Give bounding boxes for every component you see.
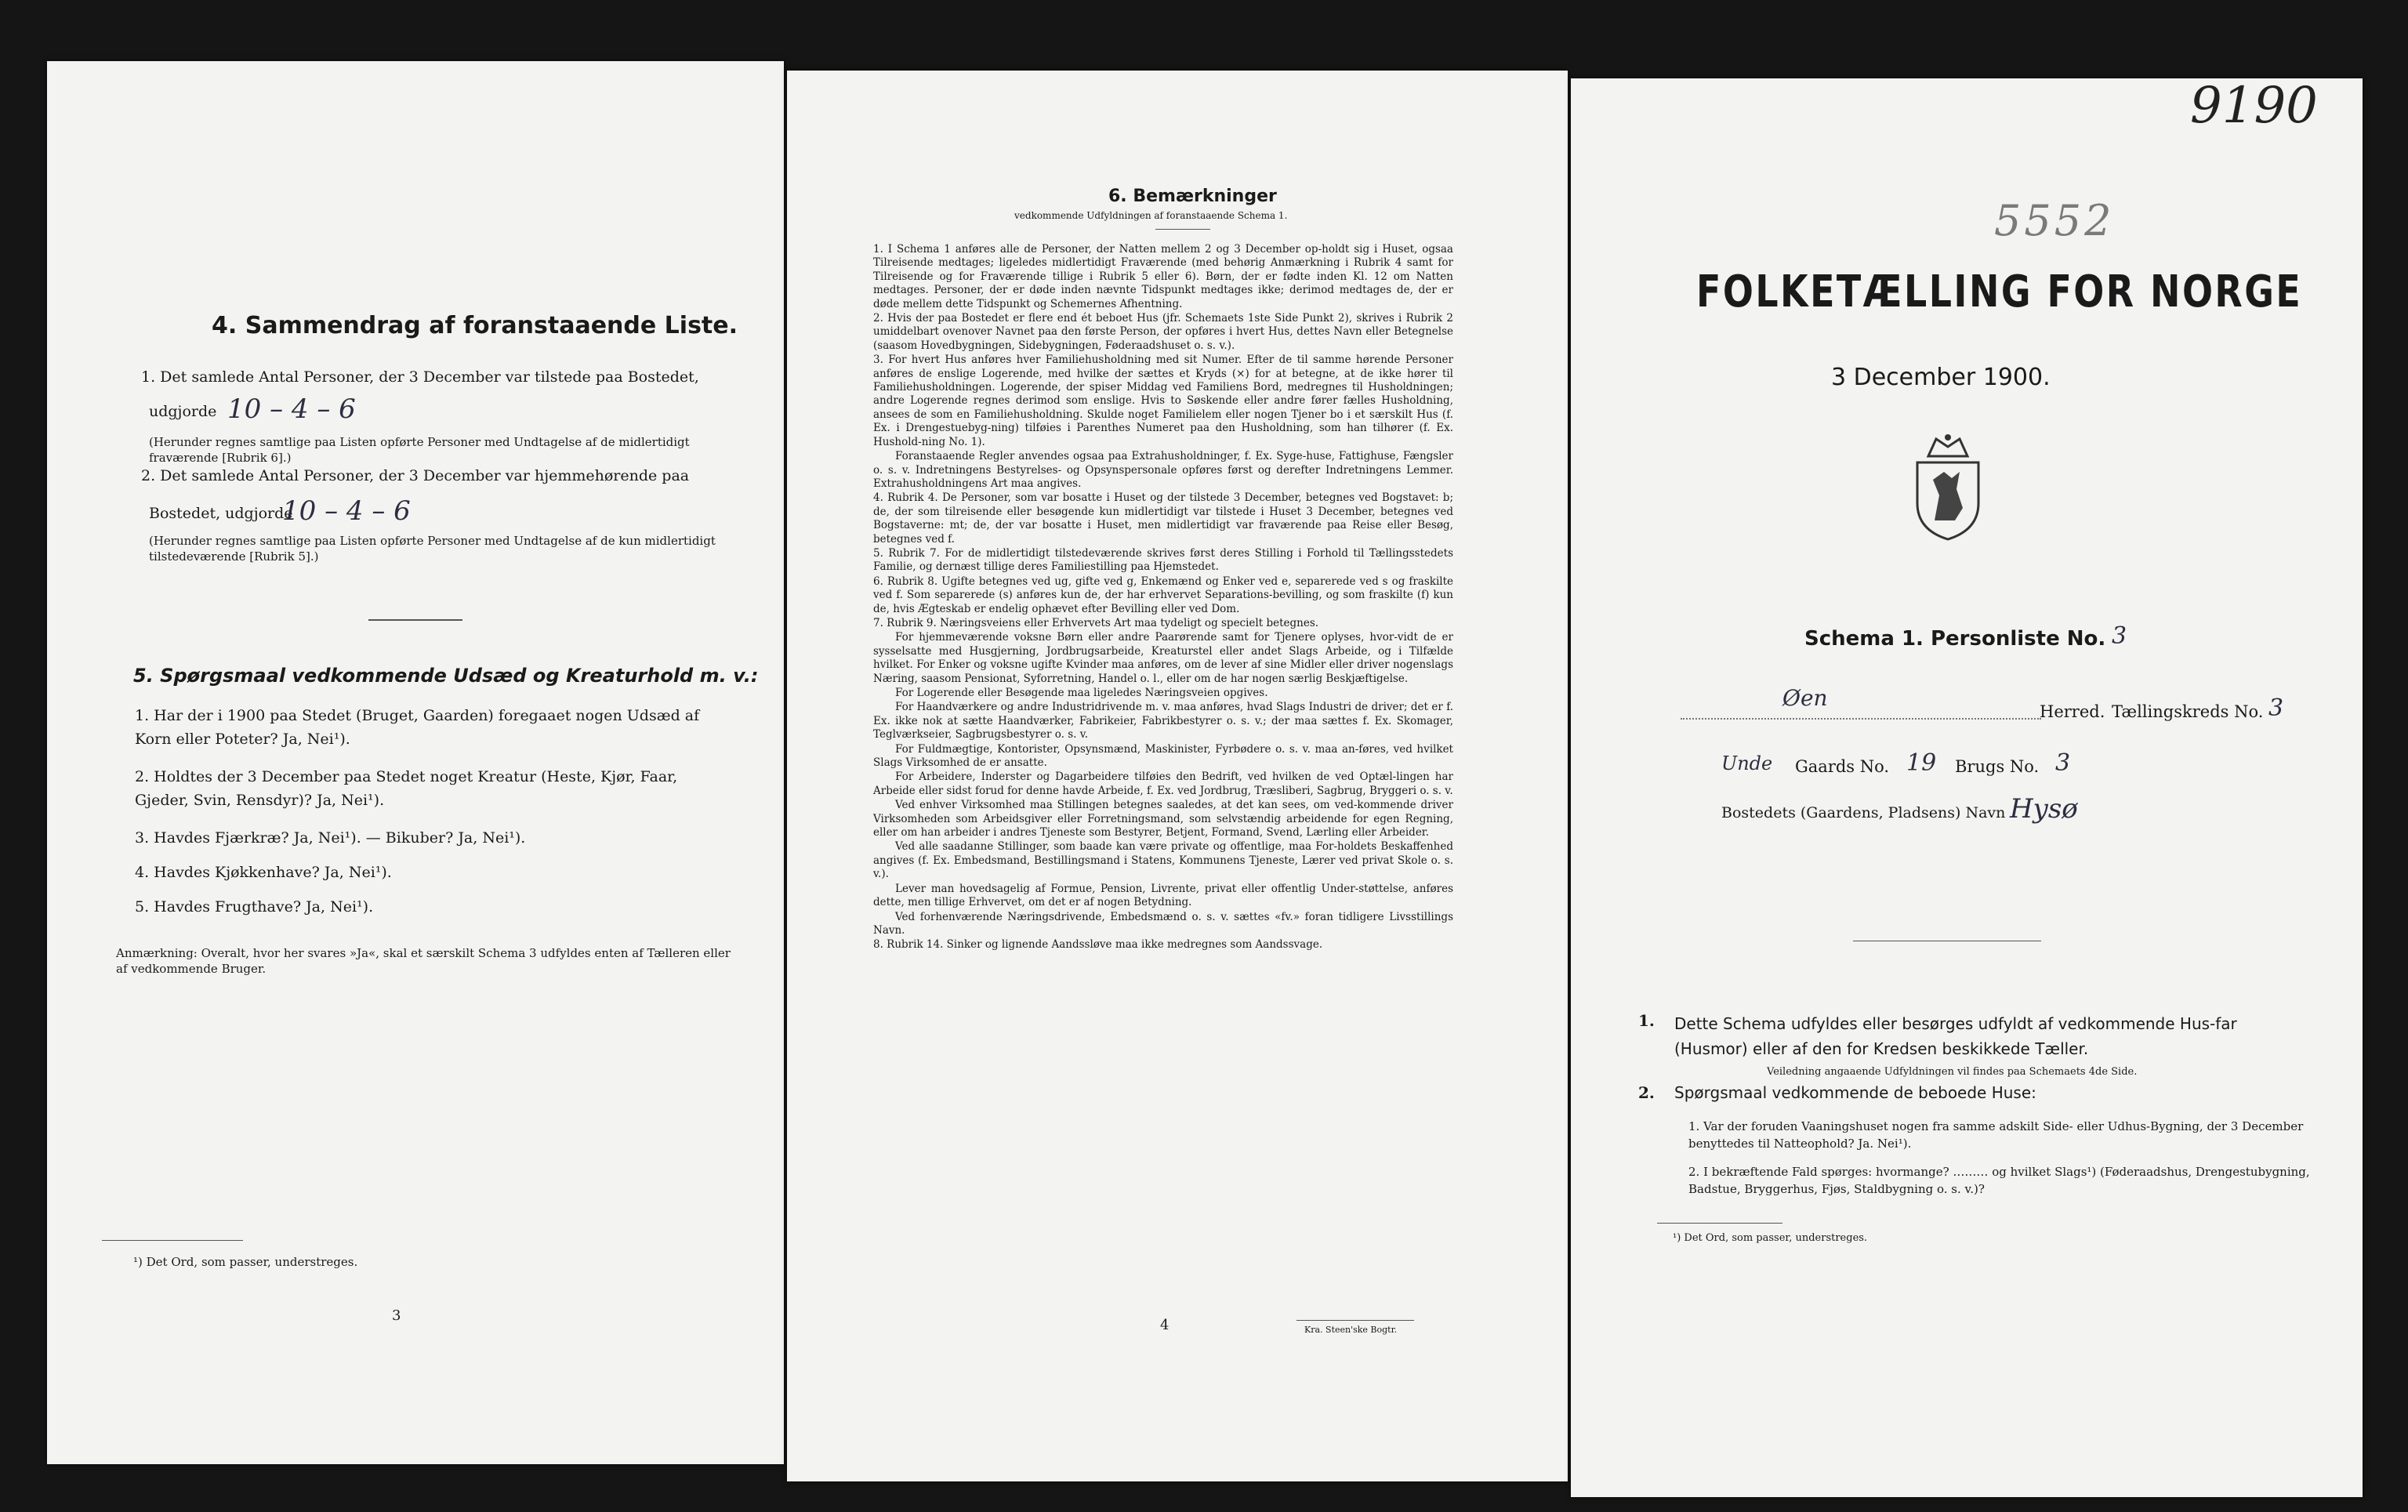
printer-rule: [1296, 1320, 1414, 1321]
brugs-value: 3: [2055, 749, 2071, 777]
footnote-rule: [1657, 1223, 1782, 1224]
item1-value: 10 – 4 – 6: [227, 393, 356, 425]
remark-paragraph: 7. Rubrik 9. Næringsveiens eller Erhvervets Art maa tydeligt og specielt betegnes.: [873, 616, 1319, 629]
question-2: 2. Holdtes der 3 December paa Stedet noget Kreatur (Heste, Kjør, Faar, Gjeder, Svin, Rensdyr)? Ja, Nei¹).: [135, 768, 678, 809]
question-3: 3. Havdes Fjærkræ? Ja, Nei¹). — Bikuber? Ja, Nei¹).: [135, 829, 526, 847]
page-number: 4: [1160, 1317, 1170, 1333]
section4-title: 4. Sammendrag af foranstaaende Liste.: [212, 312, 738, 339]
instruction-1-number: 1.: [1638, 1011, 1655, 1030]
instruction-2: Spørgsmaal vedkommende de beboede Huse:: [1674, 1083, 2036, 1102]
divider: [368, 619, 462, 621]
schema-label: Schema 1. Personliste No.: [1804, 627, 2106, 651]
herred-label: Herred.: [2040, 702, 2105, 721]
question-1: 1. Har der i 1900 paa Stedet (Bruget, Gaarden) foregaaet nogen Udsæd af Korn eller Poteter? Ja, Nei¹).: [135, 707, 700, 748]
remarks-subtitle: vedkommende Udfyldningen af foranstaaende Schema 1.: [1014, 210, 1288, 221]
remark-paragraph: 8. Rubrik 14. Sinker og lignende Aandssløve maa ikke medregnes som Aandssvage.: [873, 938, 1323, 952]
middle-page: [787, 71, 1568, 1481]
instruction-1: Dette Schema udfyldes eller besørges udfyldt af vedkommende Hus-far (Husmor) eller af den for Kredsen beskikkede Tæller.: [1674, 1014, 2237, 1058]
coat-of-arms-icon: [1905, 433, 1991, 542]
item2-value: 10 – 4 – 6: [282, 495, 411, 527]
pencil-number: 5552: [1994, 196, 2115, 245]
instruction-1-note: Veiledning angaaende Udfyldningen vil findes paa Schemaets 4de Side.: [1767, 1066, 2138, 1078]
annotation-note: Anmærkning: Overalt, hvor her svares »Ja«, skal et særskilt Schema 3 udfyldes enten af Tælleren eller af vedkommende Bruger.: [116, 946, 731, 976]
remark-paragraph: For Logerende eller Besøgende maa ligeledes Næringsveien opgives.: [895, 687, 1268, 699]
question-5: 5. Havdes Frugthave? Ja, Nei¹).: [135, 898, 374, 916]
remark-paragraph: For Fuldmægtige, Kontorister, Opsynsmænd, Maskinister, Fyrbødere o. s. v. maa an-føres, ved hvilket Slags Virksomhed de er ansatte.: [873, 742, 1453, 770]
remark-paragraph: 5. Rubrik 7. For de midlertidigt tilstedeværende skrives først deres Stilling i Forhold til Tællingsstedets Familie, og dernæst tillige deres Familiestilling paa Hjemstedet.: [873, 546, 1453, 574]
bosted-label: Bostedets (Gaardens, Pladsens) Navn: [1721, 804, 2006, 821]
gaards-label: Gaards No.: [1795, 757, 1890, 776]
remark-paragraph: Foranstaaende Regler anvendes ogsaa paa Extrahusholdninger, f. Ex. Syge-huse, Fattighuse, Fængsler o. s. v. Indretningens Bestyrelses- og Opsynspersonale opføres først og derefter Indretningens Lemmer. Extrahusholdningens Art maa angives.: [873, 450, 1453, 490]
item1-text: 1. Det samlede Antal Personer, der 3 December var tilstede paa Bostedet,: [141, 368, 699, 386]
remark-paragraph: 1. I Schema 1 anføres alle de Personer, der Natten mellem 2 og 3 December op-holdt sig i Huset, ogsaa Tilreisende medtages; ligeledes midlertidigt Fraværende (med behørig Anmærkning i Rubrik 4 samt for Tilreisende og for Fraværende tillige i Rubrik 5 eller 6). Børn, der er fødte inden Kl. 12 om Natten medtages. Personer, der er døde inden nævnte Tidspunkt medtages ikke; derimod medtages de, der er døde mellem dette Tidspunkt og Schemernes Afhentning.: [873, 243, 1453, 310]
printer-mark: Kra. Steen'ske Bogtr.: [1304, 1325, 1398, 1335]
question-4: 4. Havdes Kjøkkenhave? Ja, Nei¹).: [135, 864, 392, 881]
item1-note: (Herunder regnes samtlige paa Listen opførte Personer med Undtagelse af de midlertidigt fraværende [Rubrik 6].): [149, 435, 690, 465]
remark-paragraph: Ved forhenværende Næringsdrivende, Embedsmænd o. s. v. sættes «fv.» foran tidligere Livsstillings Navn.: [873, 910, 1453, 937]
item2-note: (Herunder regnes samtlige paa Listen opførte Personer med Undtagelse af de kun midlertidigt tilstedeværende [Rubrik 5].): [149, 534, 716, 564]
left-page: [47, 61, 784, 1464]
remark-paragraph: Ved enhver Virksomhed maa Stillingen betegnes saaledes, at det kan sees, om ved-kommende driver Virksomheden som Arbeidsgiver eller Forretningsmand, som selvstændig arbeidende for egen Regning, eller om han arbeider i andres Tjeneste som Bestyrer, Betjent, Formand, Svend, Lærling eller Arbeider.: [873, 799, 1453, 839]
schema-value: 3: [2112, 622, 2127, 650]
remark-paragraph: Ved alle saadanne Stillinger, som baade kan være private og offentlige, maa For-holdets Beskaffenhed angives (f. Ex. Embedsmand, Bestillingsmand i Statens, Kommunens Tjeneste, Lærer ved privat Skole o. s. v.).: [873, 840, 1453, 881]
footnote: ¹) Det Ord, som passer, understreges.: [1673, 1232, 1868, 1244]
footnote: ¹) Det Ord, som passer, understreges.: [133, 1255, 358, 1269]
instruction-2-q2: 2. I bekræftende Fald spørges: hvormange? ……… og hvilket Slags¹) (Føderaadshus, Drengestubygning, Badstue, Bryggerhus, Fjøs, Staldbygning o. s. v.)?: [1688, 1165, 2310, 1196]
page-number: 3: [392, 1307, 401, 1324]
remark-paragraph: For Arbeidere, Inderster og Dagarbeidere tilføies den Bedrift, ved hvilken de ved Optæl-lingen har Arbeide eller sidst forud for denne havde Arbeide, f. Ex. ved Jordbrug, Træsliberi, Sagbrug, Bryggeri o. s. v.: [873, 771, 1453, 797]
section5-title: 5. Spørgsmaal vedkommende Udsæd og Kreaturhold m. v.:: [133, 665, 759, 687]
item2-text: 2. Det samlede Antal Personer, der 3 December var hjemmehørende paa: [141, 467, 690, 484]
herred-value: Øen: [1782, 685, 1828, 711]
remark-paragraph: 2. Hvis der paa Bostedet er flere end ét beboet Hus (jfr. Schemaets 1ste Side Punkt 2), skrives i Rubrik 2 umiddelbart ovenover Navnet paa den første Person, der opføres i hvert Hus, dettes Navn eller Betegnelse (saasom Hovedbygningen, Sidebygningen, Føderaadshuset o. s. v.).: [873, 312, 1453, 352]
item1-prefix: udgjorde: [149, 403, 217, 420]
item2-prefix: Bostedet, udgjorde: [149, 505, 293, 522]
archive-number: 9190: [2190, 78, 2318, 135]
divider: [1155, 229, 1210, 230]
remarks-title: 6. Bemærkninger: [1108, 187, 1277, 206]
footnote-rule: [102, 1240, 243, 1241]
remarks-body: [873, 243, 1453, 953]
instruction-2-q1: 1. Var der foruden Vaaningshuset nogen fra samme adskilt Side- eller Udhus-Bygning, der 3 December benyttedes til Natteophold? Ja. Nei¹).: [1688, 1119, 2304, 1151]
remark-paragraph: 6. Rubrik 8. Ugifte betegnes ved ug, gifte ved g, Enkemænd og Enker ved e, separerede ved s og fraskilte ved f. Som separerede (s) anføres kun de, der har erhvervet Separations-bevilling, og som fraskilte (f) kun de, hvis Ægteskab er endelig ophævet efter Bevilling eller ved Dom.: [873, 575, 1453, 615]
kreds-label: Tællingskreds No.: [2112, 702, 2264, 721]
bosted-value: Hysø: [2010, 793, 2078, 825]
instruction-2-number: 2.: [1638, 1083, 1655, 1102]
right-page: [1571, 78, 2363, 1497]
remark-paragraph: 3. For hvert Hus anføres hver Familiehusholdning med sit Numer. Efter de til samme hørende Personer anføres de enslige Logerende, med hvilke der sættes et Kryds (×) for at betegne, at de ikke hører til Familiehusholdningen. Logerende, der spiser Middag ved Familiens Bord, medregnes til Husholdningen; andre Logerende regnes derimod som enslige. Hvis to Søskende eller andre fører fælles Husholdning, ansees de som en Familiehusholdning. Skulde noget Familielem eller nogen Tjener bo i et særskilt Hus (f. Ex. i Drengestuebyg-ning) tilføies i Parenthes Numeret paa den Husholdning, som han tilhører (f. Ex. Hushold-ning No. 1).: [873, 354, 1453, 448]
brugs-label: Brugs No.: [1955, 757, 2040, 776]
gaards-prefix: Unde: [1721, 752, 1773, 774]
kreds-value: 3: [2268, 694, 2284, 722]
main-title: FOLKETÆLLING FOR NORGE: [1696, 267, 2303, 317]
remark-paragraph: Lever man hovedsagelig af Formue, Pension, Livrente, privat eller offentlig Under-støttelse, anføres dette, men tillige Erhvervet, om det er af nogen Betydning.: [873, 882, 1453, 909]
remark-paragraph: 4. Rubrik 4. De Personer, som var bosatte i Huset og der tilstede 3 December, betegnes ved Bogstavet: b; de, der som tilreisende eller besøgende kun midlertidigt var tilstede i Huset 3 December, betegnes ved Bogstaverne: mt; de, der var bosatte i Huset, men midlertidigt var fraværende paa Reise eller Besøg, betegnes ved f.: [873, 491, 1453, 546]
herred-field: [1681, 685, 2041, 720]
remark-paragraph: For hjemmeværende voksne Børn eller andre Paarørende samt for Tjenere oplyses, hvor-vidt de er sysselsatte med Husgjerning, Jordbrugsarbeide, Kreaturstel eller andet Slags Arbeide, og i Tilfælde hvilket. For Enker og voksne ugifte Kvinder maa anføres, om de lever af sine Midler eller driver nogenslags Næring, saasom Pensionat, Syforretning, Handel o. l., eller om de har nogen særlig Beskjæftigelse.: [873, 631, 1453, 685]
remark-paragraph: For Haandværkere og andre Industridrivende m. v. maa anføres, hvad Slags Industri de driver; det er f. Ex. ikke nok at sætte Haandværker, Fabrikeier, Fabrikbestyrer o. s. v.; der maa sættes f. Ex. Skomager, Teglværkseier, Sagbrugsbestyrer o. s. v.: [873, 701, 1453, 741]
gaards-value: 19: [1906, 749, 1937, 777]
census-date: 3 December 1900.: [1831, 364, 2051, 391]
